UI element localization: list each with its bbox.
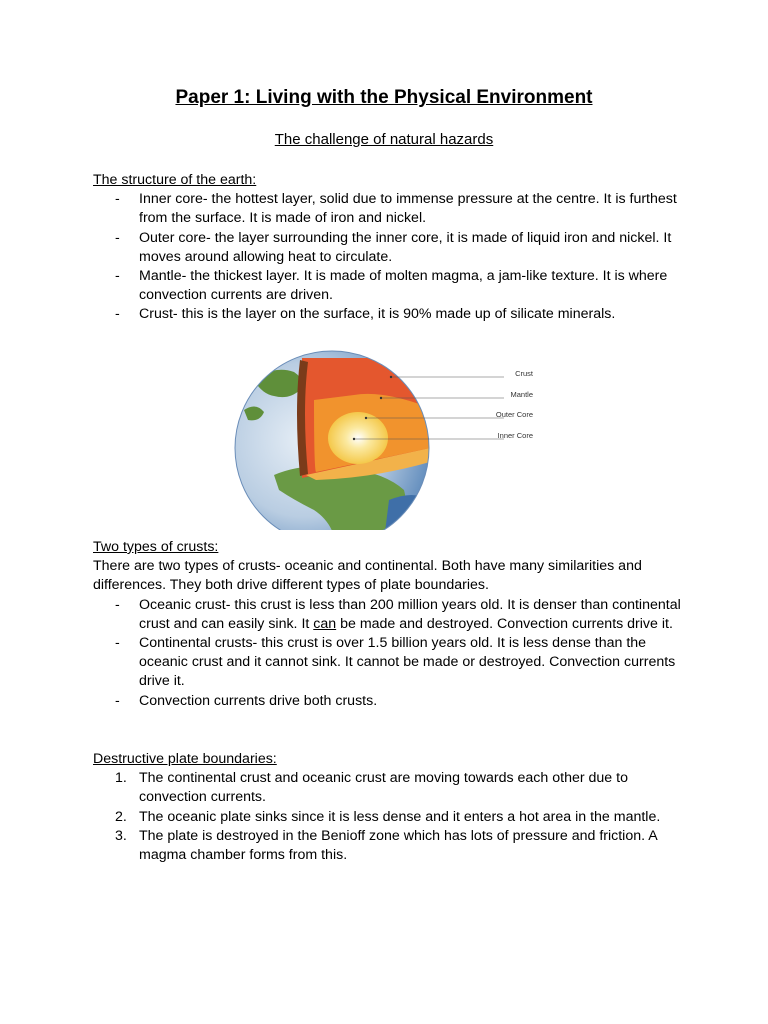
mantle-label: Mantle	[510, 390, 533, 399]
number-marker: 3.	[115, 827, 127, 844]
outer-core-label: Outer Core	[495, 410, 533, 419]
underlined-word: can	[313, 615, 337, 632]
crusts-list	[93, 596, 683, 711]
structure-list	[93, 190, 683, 324]
page-title: Paper 1: Living with the Physical Environment	[175, 87, 593, 108]
crust-label: Crust	[515, 369, 533, 378]
dash-marker: -	[115, 306, 120, 323]
destructive-section	[93, 750, 683, 865]
inner-core-label: Inner Core	[497, 431, 533, 440]
list-item	[93, 808, 683, 827]
list-item	[93, 596, 683, 634]
destructive-heading: Destructive plate boundaries:	[93, 751, 277, 767]
list-item	[93, 305, 683, 324]
structure-heading: The structure of the earth:	[93, 172, 257, 188]
dash-marker: -	[115, 635, 120, 652]
dash-marker: -	[115, 229, 120, 246]
list-item	[93, 190, 683, 228]
list-item-text: The oceanic plate sinks since it is less dense and it enters a hot area in the mantle.	[139, 808, 661, 825]
list-item-text: Inner core- the hottest layer, solid due to immense pressure at the centre. It is furthest from the surface. It is made of iron and nickel.	[139, 191, 677, 227]
inner-core-layer	[328, 412, 388, 464]
page-subtitle: The challenge of natural hazards	[274, 131, 494, 148]
list-item	[93, 769, 683, 807]
list-item	[93, 229, 683, 267]
number-marker: 2.	[115, 808, 127, 825]
list-item-text: Outer core- the layer surrounding the inner core, it is made of liquid iron and nickel. It moves around allowing heat to circulate.	[139, 229, 672, 265]
earth-layers-figure	[234, 350, 544, 530]
list-item-text: Crust- this is the layer on the surface, it is 90% made up of silicate minerals.	[139, 306, 616, 323]
list-item	[93, 692, 683, 711]
list-item	[93, 827, 683, 865]
crusts-heading: Two types of crusts:	[93, 539, 219, 555]
list-item	[93, 267, 683, 305]
list-item-text: Continental crusts- this crust is over 1.5 billion years old. It is less dense than the oceanic crust and it cannot sink. It cannot be made or destroyed. Convection currents drive it.	[139, 635, 676, 690]
list-item-text: Convection currents drive both crusts.	[139, 692, 378, 709]
list-item	[93, 634, 683, 692]
earth-cutaway-illustration	[234, 350, 544, 530]
dash-marker: -	[115, 268, 120, 285]
list-item-text: Oceanic crust- this crust is less than 200 million years old. It is denser than continental crust and can easily sink. It	[139, 596, 681, 632]
number-marker: 1.	[115, 770, 127, 787]
list-item-text: The continental crust and oceanic crust are moving towards each other due to convection currents.	[139, 770, 628, 806]
structure-section	[93, 171, 683, 325]
list-item-text: The plate is destroyed in the Benioff zone which has lots of pressure and friction. A magma chamber forms from this.	[139, 827, 657, 864]
list-item-text: be made and destroyed. Convection currents drive it.	[336, 615, 673, 632]
dash-marker: -	[115, 692, 120, 709]
crusts-intro: There are two types of crusts- oceanic and continental. Both have many similarities and differences. They both drive different types of plate boundaries.	[93, 558, 642, 594]
crusts-section	[93, 538, 683, 711]
list-item-text: Mantle- the thickest layer. It is made of molten magma, a jam-like texture. It is where convection currents are driven.	[139, 268, 668, 304]
destructive-list	[93, 769, 683, 865]
dash-marker: -	[115, 191, 120, 208]
dash-marker: -	[115, 596, 120, 613]
